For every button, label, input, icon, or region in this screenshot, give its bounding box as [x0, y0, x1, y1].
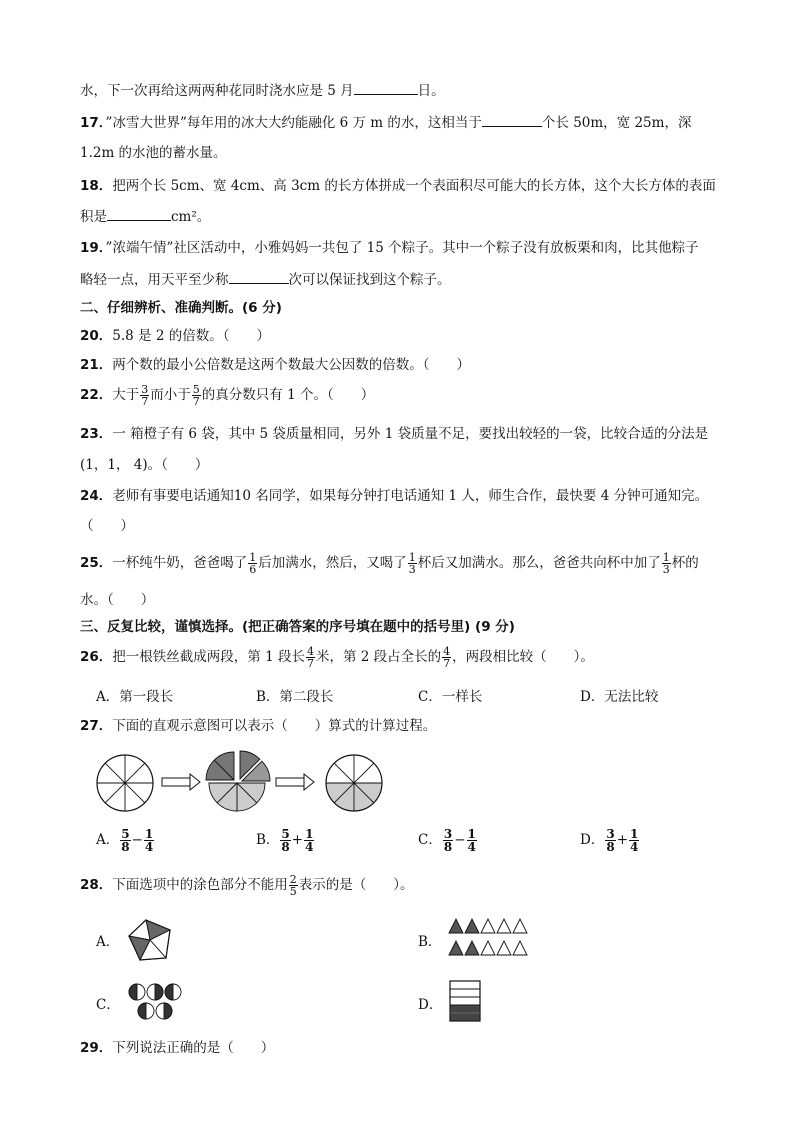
question-18-line2: 积是 cm²。 [80, 206, 210, 227]
question-25-line2: 水。（ ） [80, 592, 155, 608]
answer-blank[interactable] [482, 112, 542, 127]
question-21: 21．两个数的最小公倍数是这两个数最大公因数的倍数。（ ） [80, 357, 471, 373]
question-19-line2: 略轻一点，用天平至少称 次可以保证找到这个粽子。 [80, 269, 451, 290]
question-29: 29．下列说法正确的是（ ） [80, 1040, 275, 1056]
answer-blank[interactable] [229, 269, 289, 284]
q28-option-a-pentagon[interactable] [126, 918, 174, 964]
fraction: $\frac{1}{3}$ [408, 551, 416, 576]
q28-option-d-label[interactable]: D． [418, 997, 443, 1013]
section-3-heading: 三、反复比较，谨慎选择。(把正确答案的序号填在题中的括号里) (9 分) [80, 619, 515, 635]
q28-option-a-label[interactable]: A． [96, 934, 120, 950]
q27-option-d[interactable]: D． $\frac{3}{8}$ + $\frac{1}{4}$ [580, 827, 639, 854]
fraction: $\frac{4}{7}$ [443, 645, 451, 670]
fraction: $\frac{4}{7}$ [306, 645, 314, 670]
question-24-line2: （ ） [80, 518, 134, 534]
question-19: 19．”浓端午情”社区活动中，小雅妈妈一共包了 15 个粽子。其中一个粽子没有放板栗和肉，比其他粽子 [80, 240, 699, 256]
fraction: $\frac{2}{5}$ [289, 873, 297, 898]
question-25: 25．一杯纯牛奶，爸爸喝了 $\frac{1}{6}$ 后加满水，然后，又喝了 $\frac{1}{3}$ 杯后又加满水。那么，爸爸共向杯中加了 $\frac{1}{3}$ 杯的 [80, 551, 699, 576]
fraction: $\frac{5}{7}$ [192, 383, 200, 408]
answer-blank[interactable] [107, 206, 171, 221]
q27-option-b[interactable]: B． $\frac{5}{8}$ + $\frac{1}{4}$ [256, 827, 314, 854]
question-26: 26．把一根铁丝截成两段，第 1 段长 $\frac{4}{7}$ 米，第 2 段占全长的 $\frac{4}{7}$ ，两段相比较（ ）。 [80, 645, 594, 670]
circle-eighths-blank [97, 755, 153, 811]
q28-option-b-triangles[interactable] [447, 915, 531, 959]
fraction: $\frac{3}{7}$ [141, 383, 149, 408]
q27-option-a[interactable]: A． $\frac{5}{8}$ − $\frac{1}{4}$ [96, 827, 154, 854]
question-23-line2: (1，1， 4)。（ ） [80, 457, 209, 473]
q28-option-c-label[interactable]: C． [96, 997, 120, 1013]
question-18: 18．把两个长 5cm、宽 4cm、高 3cm 的长方体拼成一个表面积尽可能大的长方体，这个大长方体的表面 [80, 178, 716, 194]
section-2-heading: 二、仔细辨析、准确判断。(6 分) [80, 300, 282, 316]
arrow-icon [162, 774, 200, 790]
arrow-icon [276, 774, 314, 790]
question-23: 23．一 箱橙子有 6 袋，其中 5 袋质量相同，另外 1 袋质量不足，要找出较轻的一袋，比较合适的分法是 [80, 426, 709, 442]
q26-option-b[interactable]: B．第二段长 [256, 689, 334, 705]
question-20: 20．5.8 是 2 的倍数。（ ） [80, 328, 270, 344]
answer-blank[interactable] [354, 80, 418, 95]
q26-option-c[interactable]: C．一样长 [418, 689, 483, 705]
q28-option-c-circles[interactable] [128, 982, 188, 1022]
question-27: 27．下面的直观示意图可以表示（ ）算式的计算过程。 [80, 718, 437, 734]
q26-option-d[interactable]: D．无法比较 [580, 689, 659, 705]
question-22: 22．大于 $\frac{3}{7}$ 而小于 $\frac{5}{7}$ 的真分数只有 1 个。（ ） [80, 383, 375, 408]
q28-option-b-label[interactable]: B． [418, 934, 442, 950]
q27-diagram [90, 748, 390, 818]
question-17: 17．”冰雪大世界”每年用的冰大大约能融化 6 万 m 的水，这相当于 个长 50m，宽 25m，深 [80, 112, 691, 133]
fraction: $\frac{1}{3}$ [662, 551, 670, 576]
q27-option-c[interactable]: C． $\frac{3}{8}$ − $\frac{1}{4}$ [418, 827, 476, 854]
question-16-tail: 水，下一次再给这两两种花同时浇水应是 5 月 日。 [80, 80, 445, 101]
question-28: 28．下面选项中的涂色部分不能用 $\frac{2}{5}$ 表示的是（ ）。 [80, 873, 414, 898]
q26-option-a[interactable]: A．第一段长 [96, 689, 174, 705]
fraction: $\frac{1}{6}$ [249, 551, 257, 576]
circle-eighths-result [326, 755, 382, 811]
question-17-line2: 1.2m 的水池的蓄水量。 [80, 145, 227, 161]
circle-exploded-shaded [206, 751, 270, 811]
q28-option-d-rectangle[interactable] [449, 980, 481, 1022]
question-24: 24．老师有事要电话通知10 名同学，如果每分钟打电话通知 1 人，师生合作，最快要 4 分钟可通知完。 [80, 488, 709, 504]
